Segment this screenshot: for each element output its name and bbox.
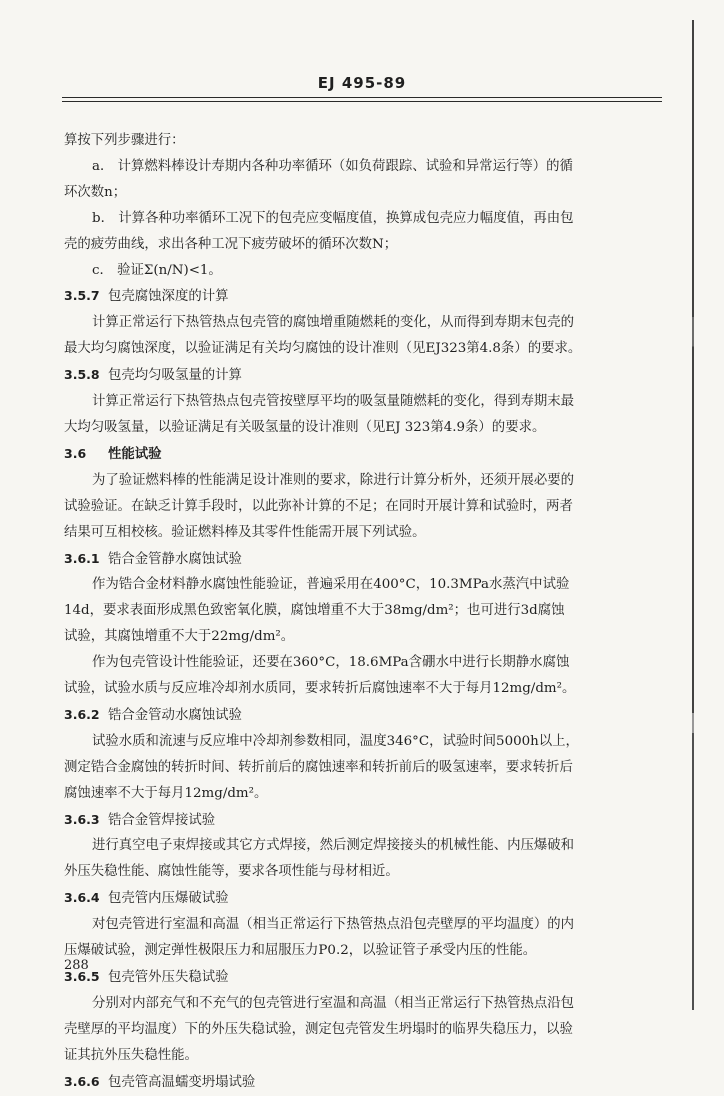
section-heading: 3.6.3 锆合金管焊接试验 <box>64 811 216 828</box>
paragraph: 外压失稳性能、腐蚀性能等，要求各项性能与母材相近。 <box>64 864 399 880</box>
paragraph: 环次数n； <box>64 184 127 200</box>
paragraph: 大均匀吸氢量，以验证满足有关吸氢量的设计准则（见EJ 323第4.9条）的要求。 <box>64 419 546 435</box>
paragraph: 对包壳管进行室温和高温（相当正常运行下热管热点沿包壳壁厚的平均温度）的内 <box>92 917 575 933</box>
section-heading: 3.6.5 包壳管外压失稳试验 <box>64 969 229 985</box>
paragraph: 壳壁厚的平均温度）下的外压失稳试验，测定包壳管发生坍塌时的临界失稳压力，以验 <box>64 1021 573 1037</box>
paragraph: 试验，其腐蚀增重不大于22mg/dm²。 <box>64 629 295 645</box>
paragraph: 计算正常运行下热管热点包壳管的腐蚀增重随燃耗的变化，从而得到寿期末包壳的 <box>92 315 575 331</box>
scan-edge <box>692 20 694 1010</box>
page-number: 288 <box>64 958 89 973</box>
paragraph: 14d，要求表面形成黑色致密氧化膜，腐蚀增重不大于38mg/dm²；也可进行3d腐蚀 <box>64 603 565 619</box>
section-heading: 3.6 性能试验 <box>64 445 162 462</box>
paragraph: 作为包壳管设计性能验证，还要在360°C，18.6MPa含硼水中进行长期静水腐蚀 <box>92 655 570 671</box>
section-heading: 3.5.8 包壳均匀吸氢量的计算 <box>64 367 242 384</box>
section-heading: 3.6.1 锆合金管静水腐蚀试验 <box>64 550 242 567</box>
paragraph: 为了验证燃料棒的性能满足设计准则的要求，除进行计算分析外，还须开展必要的 <box>92 472 575 488</box>
paragraph: 试验，试验水质与反应堆冷却剂水质同，要求转折后腐蚀速率不大于每月12mg/dm²。 <box>64 681 576 697</box>
paragraph: 计算正常运行下热管热点包壳管按壁厚平均的吸氢量随燃耗的变化，得到寿期末最 <box>92 394 575 410</box>
paragraph: 结果可互相校核。验证燃料棒及其零件性能需开展下列试验。 <box>64 524 426 540</box>
paragraph: 测定锆合金腐蚀的转折时间、转折前后的腐蚀速率和转折前后的吸氢速率，要求转折后 <box>64 759 573 775</box>
paragraph: 进行真空电子束焊接或其它方式焊接，然后测定焊接接头的机械性能、内压爆破和 <box>92 838 575 854</box>
header-rule-thin <box>62 101 662 102</box>
section-heading: 3.5.7 包壳腐蚀深度的计算 <box>64 288 229 305</box>
document-body <box>64 128 640 1096</box>
paragraph: 最大均匀腐蚀深度，以验证满足有关均匀腐蚀的设计准则（见EJ323第4.8条）的要求。 <box>64 341 582 357</box>
paragraph: 作为锆合金材料静水腐蚀性能验证，普遍采用在400°C，10.3MPa水蒸汽中试验 <box>92 577 570 593</box>
paragraph: 算按下列步骤进行： <box>64 133 185 148</box>
paragraph: 分别对内部充气和不充气的包壳管进行室温和高温（相当正常运行下热管热点沿包 <box>92 995 575 1011</box>
paragraph: 试验水质和流速与反应堆中冷却剂参数相同，温度346°C，试验时间5000h以上， <box>92 733 579 749</box>
section-heading: 3.6.4 包壳管内压爆破试验 <box>64 890 229 907</box>
paragraph: 试验验证。在缺乏计算手段时，以此弥补计算的不足；在同时开展计算和试验时，两者 <box>64 498 573 514</box>
paragraph: 压爆破试验，测定弹性极限压力和屈服压力P0.2，以验证管子承受内压的性能。 <box>64 943 537 959</box>
list-item: a． 计算燃料棒设计寿期内各种功率循环（如负荷跟踪、试验和异常运行等）的循 <box>92 158 573 174</box>
section-heading: 3.6.2 锆合金管动水腐蚀试验 <box>64 706 242 723</box>
page-header: EJ 495-89 <box>317 74 407 92</box>
header-rule <box>62 97 662 98</box>
paragraph: 证其抗外压失稳性能。 <box>64 1047 198 1063</box>
paragraph: 腐蚀速率不大于每月12mg/dm²。 <box>64 785 268 801</box>
list-item: c． 验证Σ(n/N)<1。 <box>92 262 222 278</box>
paragraph: 壳的疲劳曲线，求出各种工况下疲劳破坏的循环次数N； <box>64 236 398 252</box>
section-heading: 3.6.6 包壳管高温蠕变坍塌试验 <box>64 1073 256 1090</box>
list-item: b． 计算各种功率循环工况下的包壳应变幅度值，换算成包壳应力幅度值，再由包 <box>92 210 574 226</box>
